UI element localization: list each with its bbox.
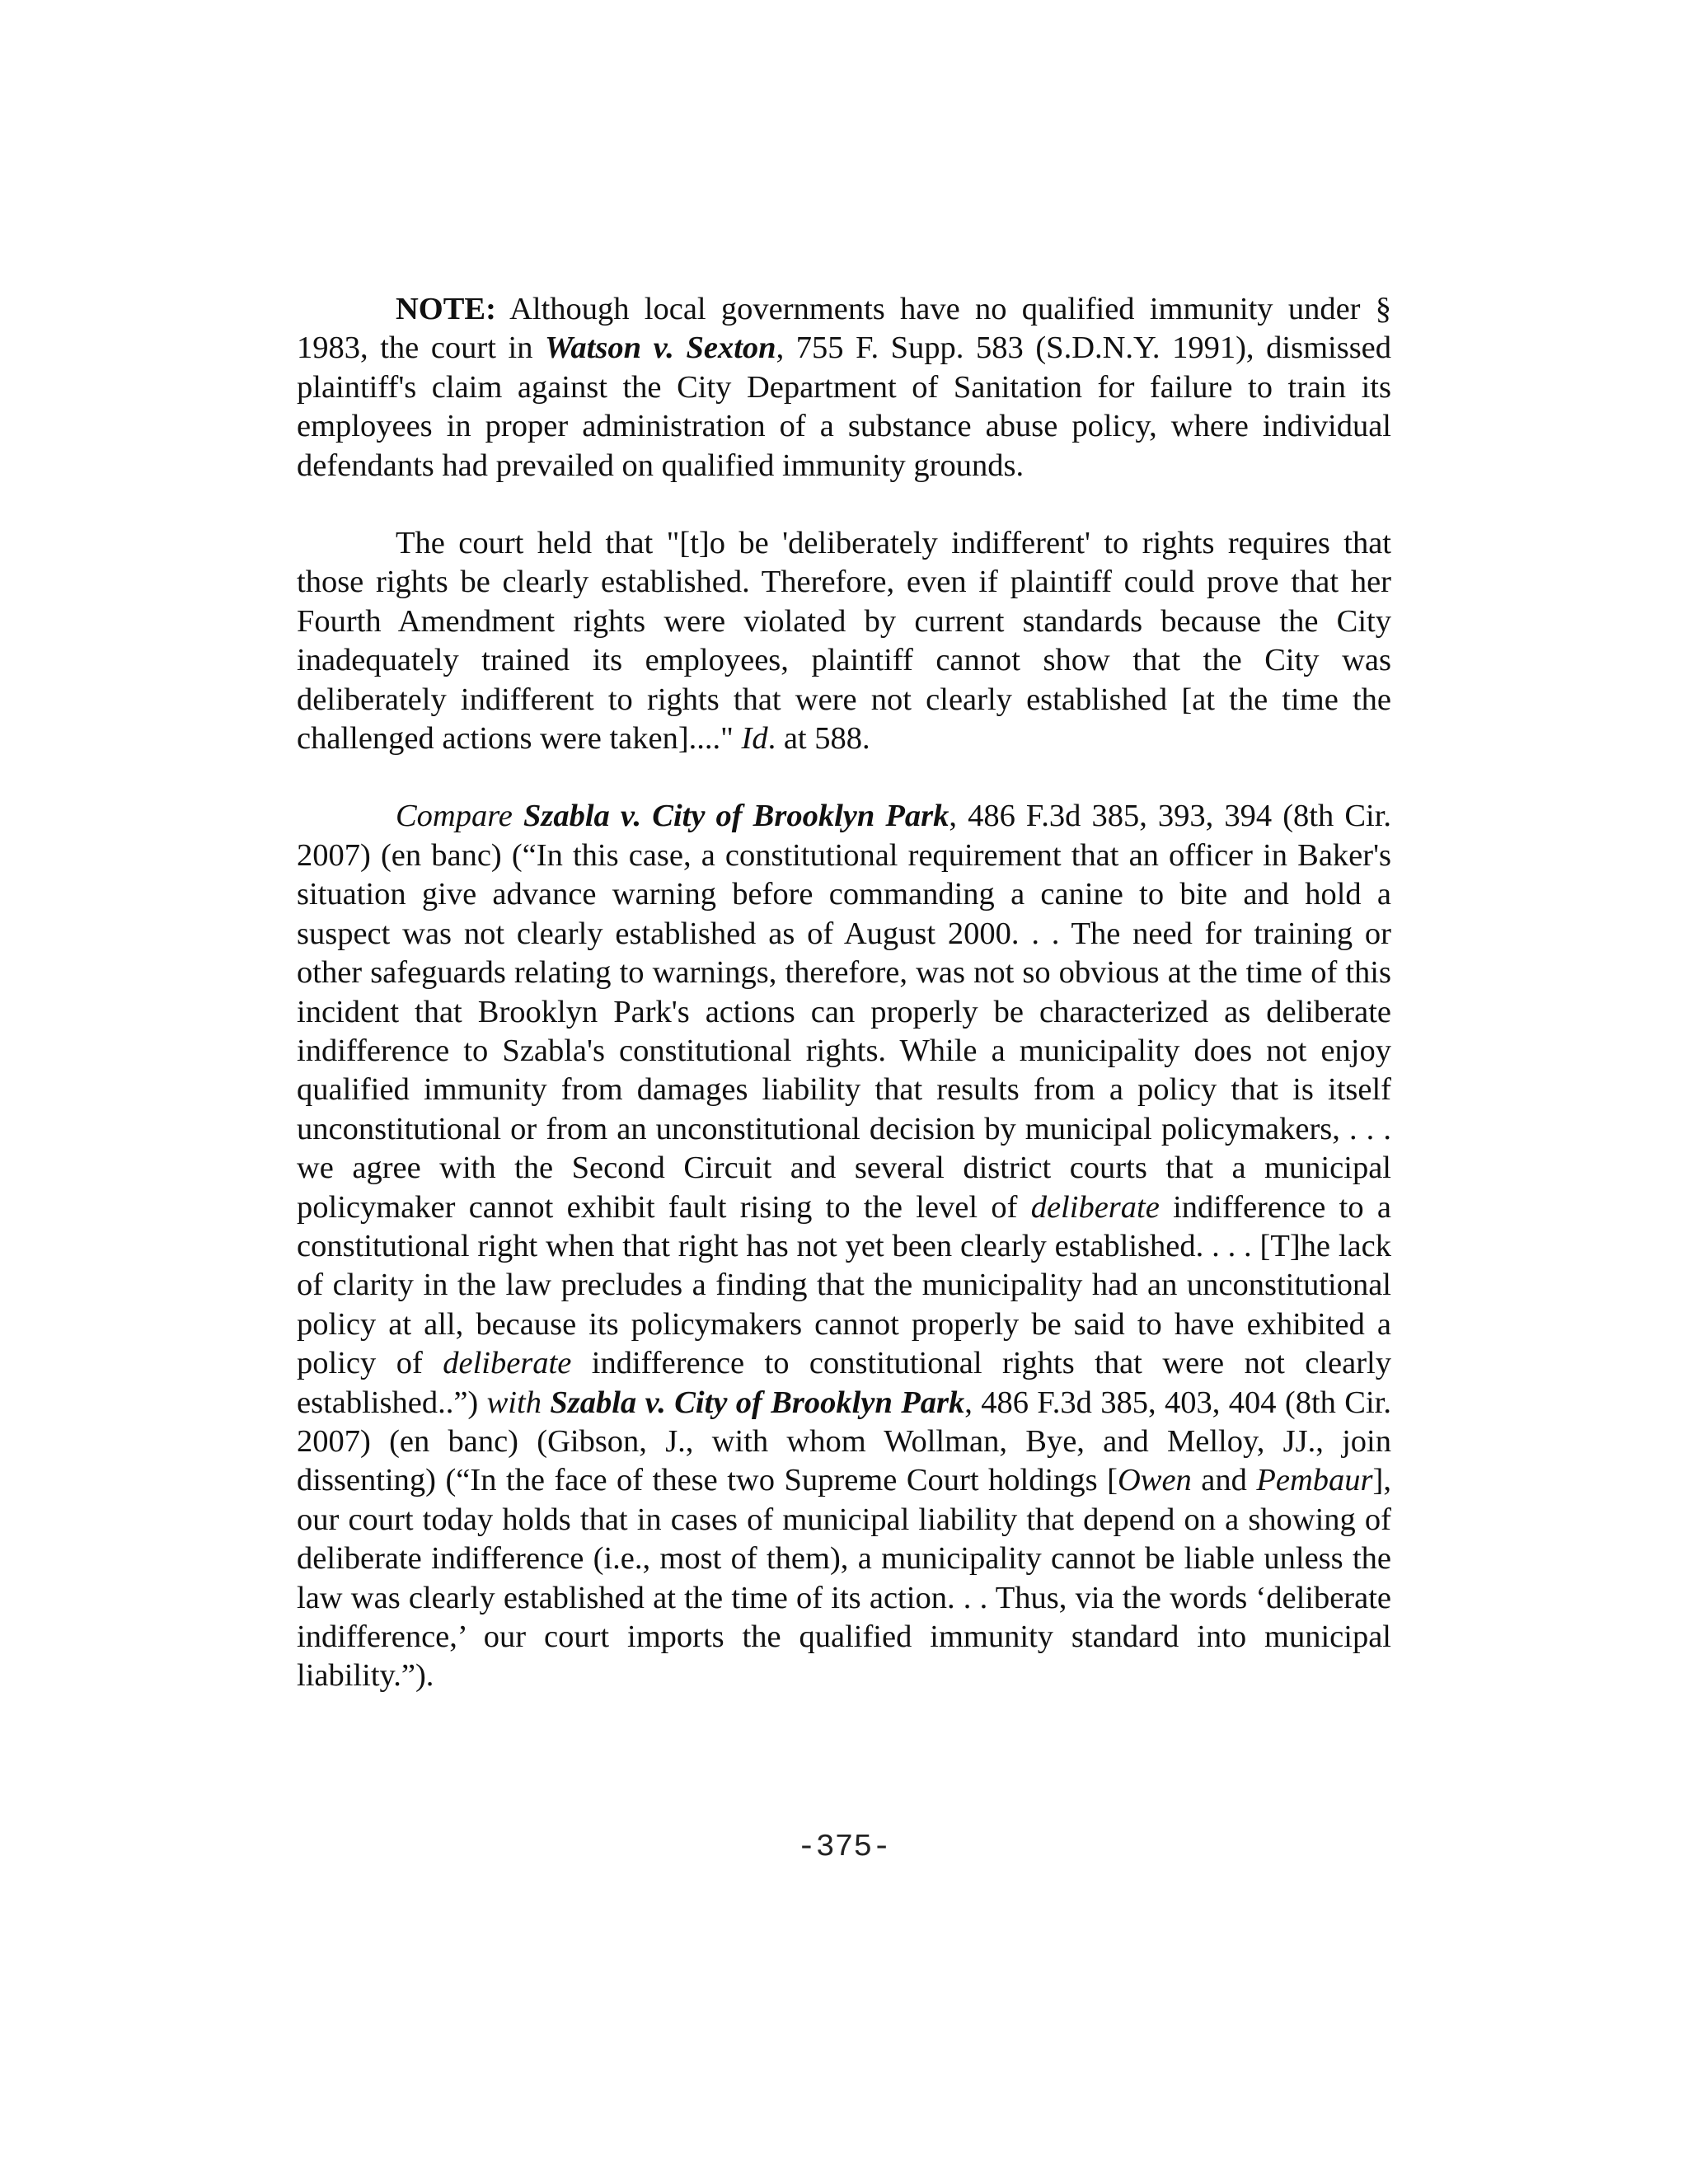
emphasis-deliberate-2: deliberate — [443, 1346, 572, 1381]
id-citation: Id — [741, 721, 768, 757]
with-signal: with — [486, 1385, 542, 1420]
case-name-pembaur: Pembaur — [1256, 1463, 1373, 1498]
note-text-2: , 755 F. Supp. 583 (S.D.N.Y. 1991), dismissed plaintiff's claim against the City Department of Sanitation for failure to train its employees in proper administration of a substance abuse policy, where individual defendants had prevailed on qualified immunity grounds. — [297, 330, 1392, 483]
note-text-1: Although local governments have no qualified immunity under § 1983, the court in — [297, 292, 1391, 366]
compare-text-5: and — [1191, 1463, 1257, 1498]
compare-text-3: indifference to constitutional rights that were not clearly established..”) — [297, 1346, 1391, 1420]
compare-text-2: indifference to a constitutional right when that right has not yet been clearly established. . . . [T]he lack of clarity in the law precludes a finding that the municipality had an unconstitutional policy at all, because its policymakers cannot properly be said to have exhibited a policy of — [297, 1189, 1391, 1381]
compare-text-6: ], our court today holds that in cases of municipal liability that depend on a showing of deliberate indifference (i.e., most of them), a municipality cannot be liable unless the law was clearly established at the time of its action. . . Thus, via the words ‘deliberate indifference,’ our court imports the qualified immunity standard into municipal liability.”). — [297, 1463, 1391, 1694]
case-citation-szabla-dissent: Szabla v. City of Brooklyn Park — [550, 1385, 965, 1420]
emphasis-deliberate-1: deliberate — [1030, 1189, 1160, 1225]
compare-text-4: , 486 F.3d 385, 403, 404 (8th Cir. 2007) (en banc) (Gibson, J., with whom Wollman, Bye, and Melloy, JJ., join dissenting) (“In the face of these two Supreme Court holdings [ — [297, 1385, 1392, 1498]
case-name-owen: Owen — [1117, 1463, 1192, 1498]
holding-quote: The court held that "[t]o be 'deliberately indifferent' to rights requires that those rights be clearly established. Therefore, even if plaintiff could prove that her Fourth Amendment rights were violated by current standards because the City inadequately trained its employees, plaintiff cannot show that the City was deliberately indifferent to rights that were not clearly established [at the time the challenged actions were taken]...." — [297, 526, 1391, 757]
case-citation-szabla-majority: Szabla v. City of Brooklyn Park — [523, 799, 950, 834]
compare-text-1: , 486 F.3d 385, 393, 394 (8th Cir. 2007) (en banc) (“In this case, a constitutional requirement that an officer in Baker's situation give advance warning before commanding a canine to bite and hold a suspect was not clearly established as of August 2000. . . The need for training or other safeguards relating to warnings, therefore, was not so obvious at the time of this incident that Brooklyn Park's actions can properly be characterized as deliberate indifference to Szabla's constitutional rights. While a municipality does not enjoy qualified immunity from damages liability that results from a policy that is itself unconstitutional or from an unconstitutional decision by municipal policymakers, . . . we agree with the Second Circuit and several district courts that a municipal policymaker cannot exhibit fault rising to the level of — [297, 799, 1392, 1225]
page-number: -375- — [796, 1830, 892, 1865]
case-citation-watson: Watson v. Sexton — [545, 330, 776, 366]
note-paragraph — [297, 290, 1391, 485]
compare-paragraph — [297, 797, 1391, 1695]
holding-pin-cite: . at 588. — [767, 721, 870, 757]
compare-signal: Compare — [396, 799, 513, 834]
body-text — [297, 290, 1391, 1696]
note-label: NOTE: — [396, 292, 496, 326]
holding-paragraph — [297, 524, 1391, 758]
